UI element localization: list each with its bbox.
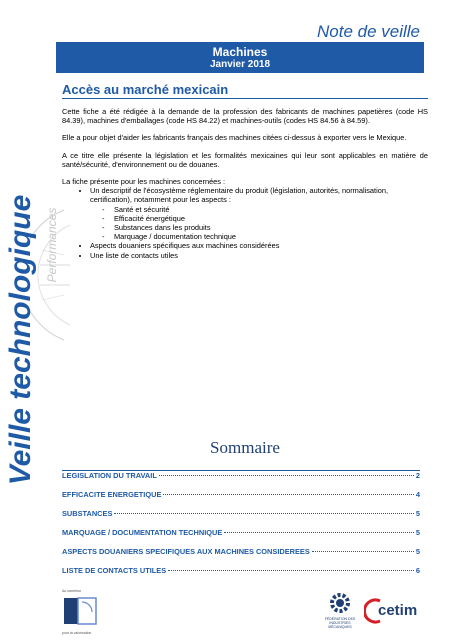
toc-entry[interactable] bbox=[62, 490, 420, 509]
partner-logo-icon bbox=[62, 594, 102, 630]
subject-title: Machines bbox=[212, 45, 268, 59]
toc-entry-label: EFFICACITE ENERGETIQUE bbox=[62, 490, 162, 499]
toc-entry-page: 5 bbox=[415, 528, 420, 537]
list-intro: La fiche présente pour les machines concernées : bbox=[62, 177, 226, 187]
toc-entry-label: LISTE DE CONTACTS UTILES bbox=[62, 566, 167, 575]
vertical-subtitle: Performances bbox=[45, 207, 59, 283]
toc-entry[interactable] bbox=[62, 509, 420, 528]
list-item: • Aspects douaniers spécifiques aux machines considérées bbox=[90, 241, 428, 250]
note-title: Note de veille bbox=[56, 22, 424, 44]
list-item: • Une liste de contacts utiles bbox=[90, 251, 428, 260]
vertical-branding bbox=[0, 175, 59, 505]
partner-logo-bottom-text: pour la valorisation bbox=[62, 631, 92, 635]
header-banner bbox=[56, 44, 424, 73]
toc-entry[interactable] bbox=[62, 547, 420, 566]
toc-entry-page: 5 bbox=[415, 547, 420, 556]
footer bbox=[0, 585, 451, 640]
list-item-text: Un descriptif de l'écosystème réglementaire du produit (législation, autorités, normalisation, certification), notamment pour les aspects : bbox=[90, 186, 389, 205]
toc-leader bbox=[159, 475, 414, 476]
sommaire-title: Sommaire bbox=[210, 438, 280, 457]
toc-entry-label: SUBSTANCES bbox=[62, 509, 113, 518]
toc-entry[interactable] bbox=[62, 471, 420, 490]
toc-entry-page: 4 bbox=[415, 490, 420, 499]
gear-icon bbox=[328, 591, 352, 615]
list-item bbox=[90, 186, 428, 241]
toc-entry-page: 6 bbox=[415, 566, 420, 575]
purpose-paragraph: Elle a pour objet d'aider les fabricants français des machines citées ci-dessus à exporter vers le Mexique. bbox=[62, 133, 407, 143]
toc-leader bbox=[312, 551, 414, 552]
sub-list-item: - Efficacité énergétique bbox=[102, 214, 428, 223]
toc-entry-label: LEGISLATION DU TRAVAIL bbox=[62, 471, 157, 480]
header bbox=[56, 22, 424, 73]
toc-leader bbox=[114, 513, 414, 514]
scope-paragraph: A ce titre elle présente la législation et les formalités mexicaines qui leur sont applicables en matière de santé/sécurité, d'environnement ou de douanes. bbox=[62, 150, 428, 169]
toc-entry-page: 5 bbox=[415, 509, 420, 518]
cetim-logo bbox=[364, 595, 424, 627]
toc-leader bbox=[224, 532, 414, 533]
table-of-contents bbox=[62, 468, 420, 585]
toc-entry-page: 2 bbox=[415, 471, 420, 480]
toc-entry-label: ASPECTS DOUANIERS SPECIFIQUES AUX MACHINES CONSIDEREES bbox=[62, 547, 310, 556]
toc-entry-label: MARQUAGE / DOCUMENTATION TECHNIQUE bbox=[62, 528, 223, 537]
section-heading: Accès au marché mexicain bbox=[62, 82, 428, 99]
toc-leader bbox=[163, 494, 414, 495]
intro-paragraph: Cette fiche a été rédigée à la demande de la profession des fabricants de machines papetières (code HS 84.39), machines d'emballages (code HS 84.22) et machines-outils (codes HS 84.56 à 84.59). bbox=[62, 107, 428, 126]
partner-logo bbox=[62, 589, 102, 633]
issue-date: Janvier 2018 bbox=[209, 59, 271, 70]
bullet-list bbox=[62, 186, 428, 260]
sub-list bbox=[90, 205, 428, 242]
toc-entry[interactable] bbox=[62, 566, 420, 585]
partner-logo-top-text: Au carrefour bbox=[62, 589, 82, 593]
sub-list-item: - Substances dans les produits bbox=[102, 223, 428, 232]
fim-caption: FÉDÉRATION DES INDUSTRIES MÉCANIQUES bbox=[324, 617, 356, 629]
sub-list-item: - Marquage / documentation technique bbox=[102, 232, 428, 241]
fim-logo bbox=[320, 589, 360, 633]
main-content bbox=[62, 82, 428, 260]
sub-list-item: - Santé et sécurité bbox=[102, 205, 428, 214]
toc-entry[interactable] bbox=[62, 528, 420, 547]
vertical-title: Veille technologique bbox=[4, 194, 37, 486]
toc-leader bbox=[168, 570, 414, 571]
cetim-logo-text: cetim bbox=[378, 602, 418, 619]
